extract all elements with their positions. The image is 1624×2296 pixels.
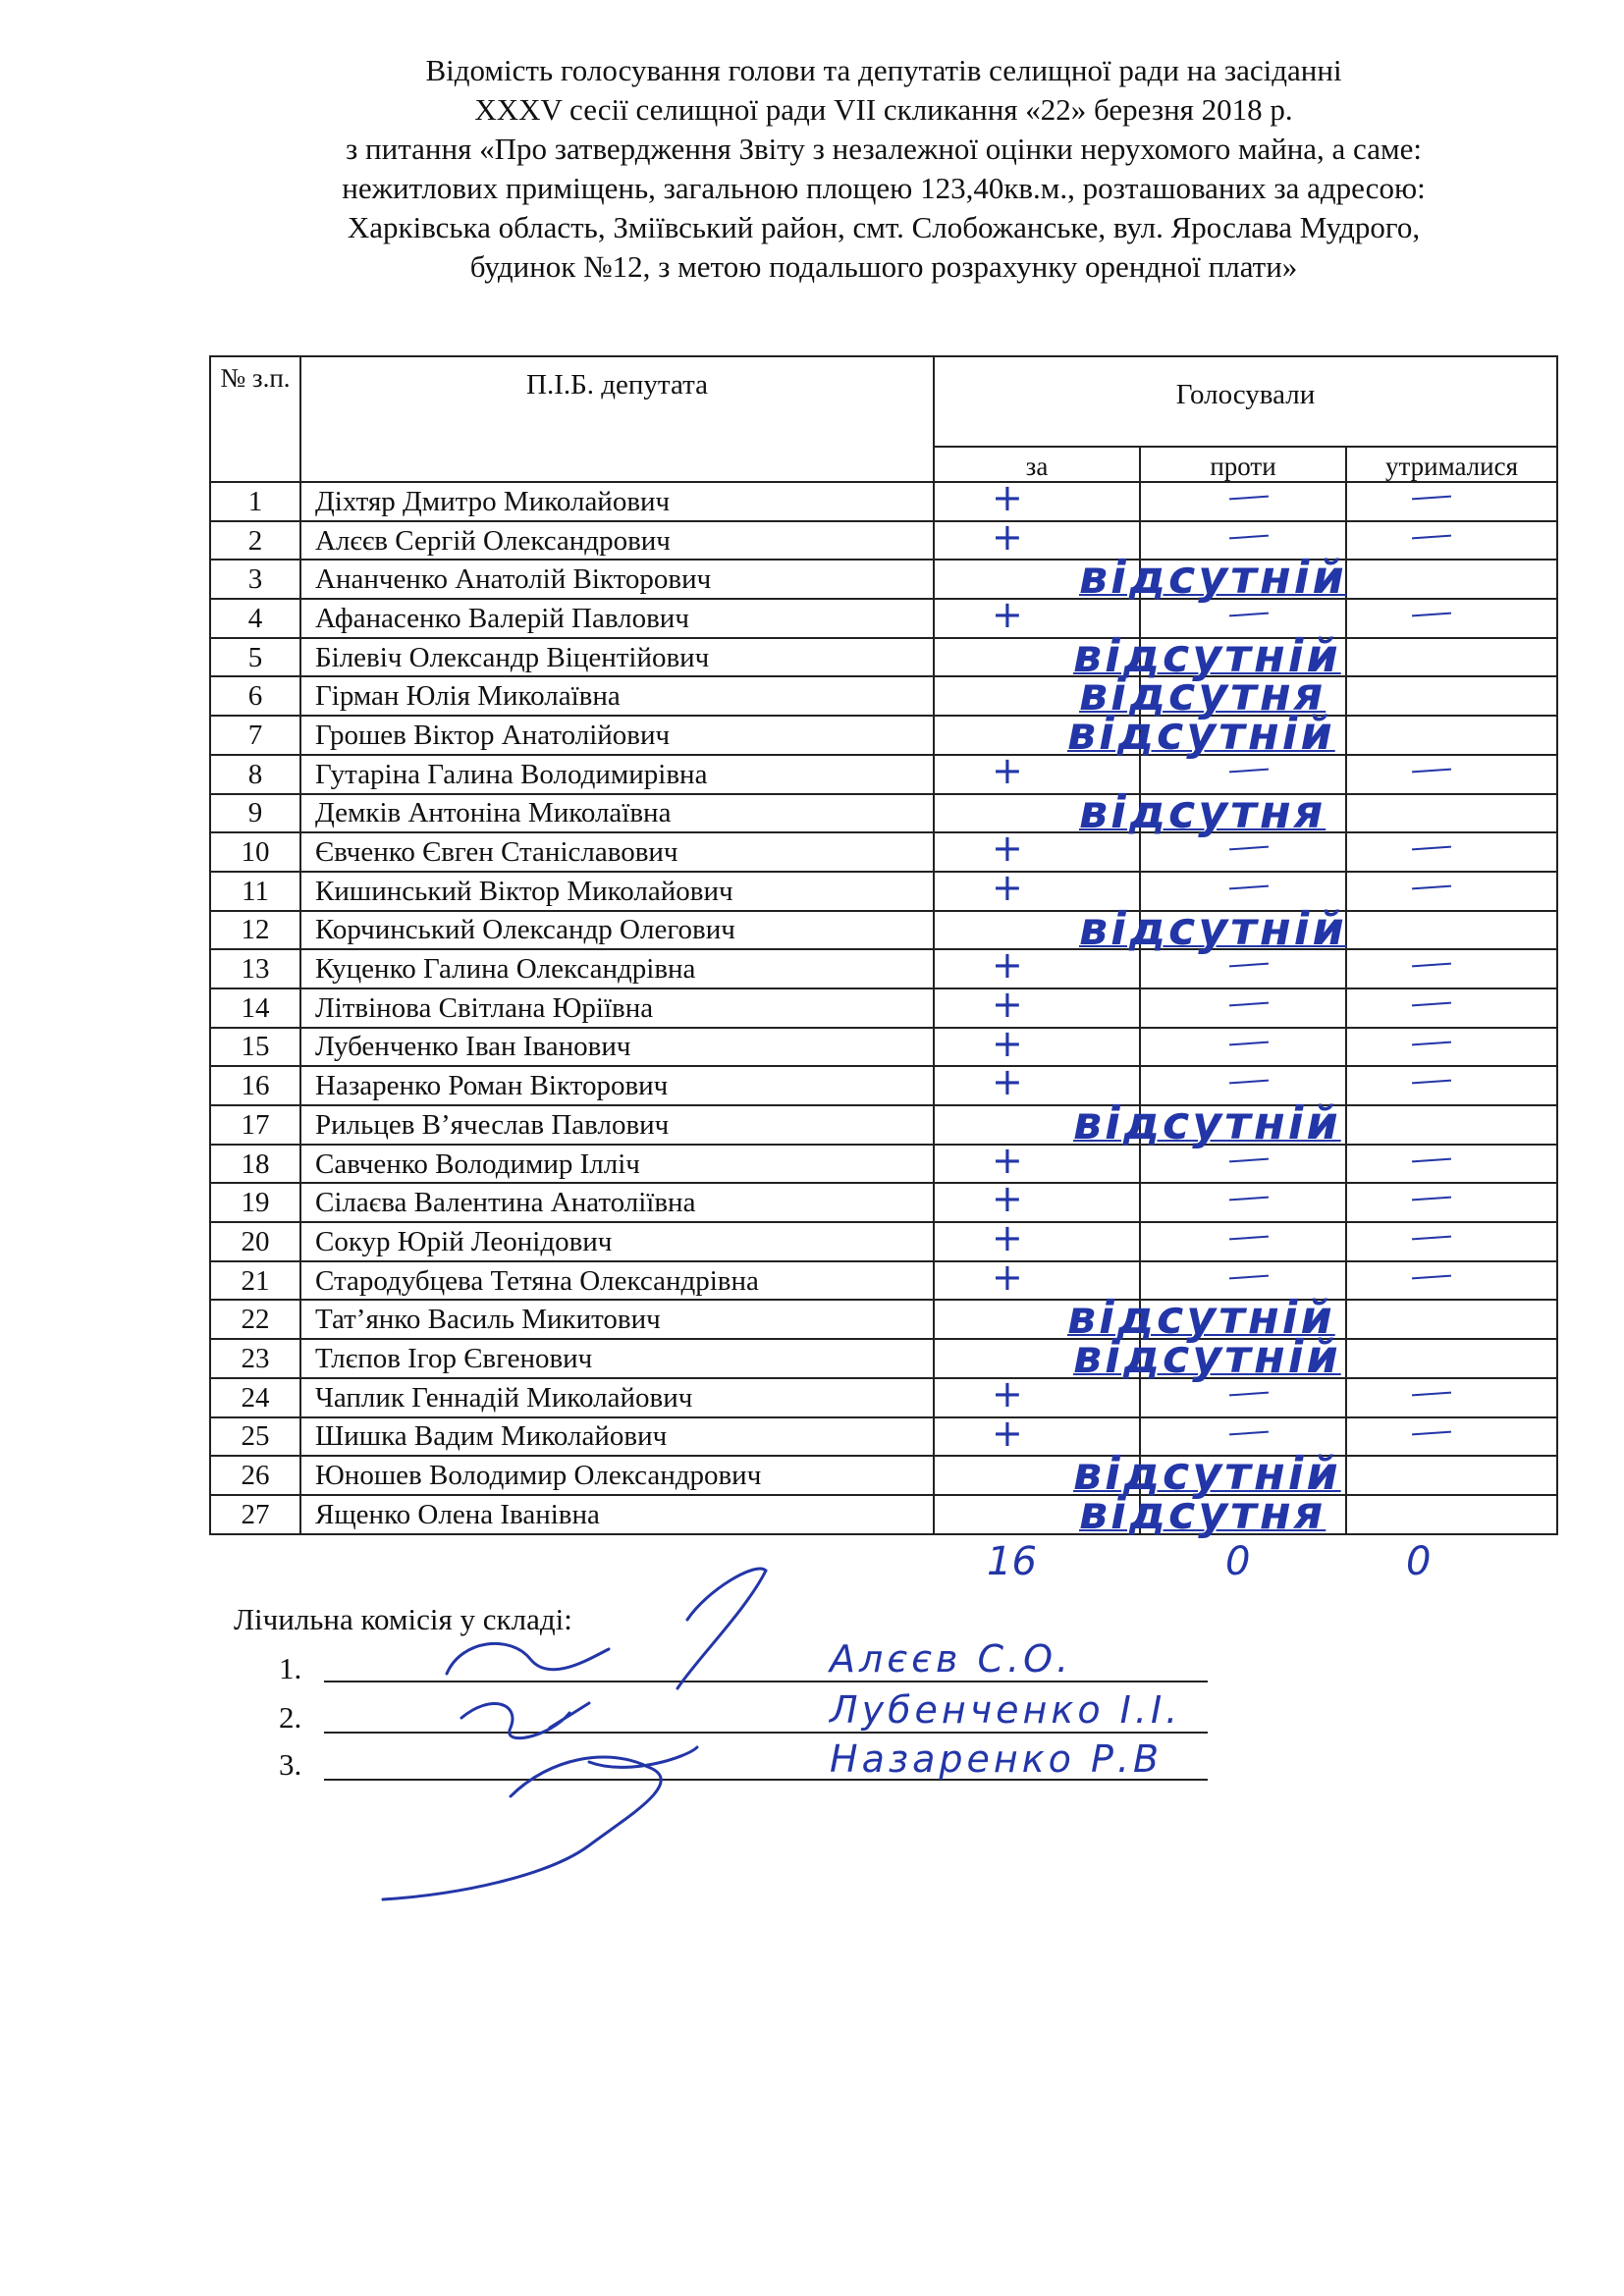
signature-3	[383, 1747, 697, 1899]
row-number: 12	[210, 911, 300, 950]
commission-number-2: 2.	[279, 1700, 302, 1735]
deputy-name: Демків Антоніна Миколаївна	[300, 794, 934, 833]
column-header-name: П.І.Б. депутата	[300, 356, 934, 482]
commission-member-2: Лубенченко І.І.	[830, 1688, 1182, 1732]
deputy-name: Літвінова Світлана Юріївна	[300, 988, 934, 1028]
deputy-name: Стародубцева Тетяна Олександрівна	[300, 1261, 934, 1301]
row-number: 27	[210, 1495, 300, 1534]
absent-mark: відсутній	[1079, 551, 1347, 605]
absent-mark: відсутній	[1067, 707, 1335, 761]
deputy-name: Шишка Вадим Миколайович	[300, 1417, 934, 1457]
row-number: 7	[210, 716, 300, 755]
row-number: 2	[210, 521, 300, 561]
deputy-name: Юношев Володимир Олександрович	[300, 1456, 934, 1495]
commission-number-1: 1.	[279, 1651, 302, 1685]
commission-member-1: Алєєв С.О.	[830, 1637, 1073, 1681]
vote-for-mark: +	[992, 827, 1023, 871]
row-number: 16	[210, 1066, 300, 1105]
deputy-name: Тлєпов Ігор Євгенович	[300, 1339, 934, 1378]
heading-line-5: Харківська область, Зміївський район, смт. Слобожанське, вул. Ярослава Мудрого,	[347, 210, 1421, 244]
column-header-voted: Голосували	[934, 356, 1557, 447]
vote-for-mark: +	[992, 1138, 1023, 1182]
deputy-name: Сокур Юрій Леонідович	[300, 1222, 934, 1261]
vote-for-mark: +	[992, 1255, 1023, 1299]
deputy-name: Кишинський Віктор Миколайович	[300, 872, 934, 911]
row-number: 1	[210, 482, 300, 521]
total-abstained: 0	[1406, 1539, 1432, 1584]
deputy-name: Алєєв Сергій Олександрович	[300, 521, 934, 561]
column-header-abstained: утрималися	[1346, 447, 1557, 482]
commission-label: Лічильна комісія у складі:	[234, 1602, 572, 1636]
vote-for-mark: +	[992, 1411, 1023, 1455]
row-number: 22	[210, 1300, 300, 1339]
deputy-name: Євченко Євген Станіславович	[300, 832, 934, 872]
total-against: 0	[1225, 1539, 1251, 1584]
vote-for-mark: +	[992, 514, 1023, 559]
absent-mark: відсутній	[1073, 1330, 1341, 1384]
deputy-name: Ященко Олена Іванівна	[300, 1495, 934, 1534]
absent-mark: відсутній	[1073, 1447, 1341, 1501]
heading-line-2: XXXV сесії селищної ради VII скликання «22» березня 2018 р.	[474, 92, 1293, 127]
row-number: 15	[210, 1028, 300, 1067]
row-number: 13	[210, 949, 300, 988]
deputy-name: Афанасенко Валерій Павлович	[300, 599, 934, 638]
row-number: 4	[210, 599, 300, 638]
deputy-name: Діхтяр Дмитро Миколайович	[300, 482, 934, 521]
row-number: 6	[210, 676, 300, 716]
row-number: 9	[210, 794, 300, 833]
vote-for-mark: +	[992, 1216, 1023, 1260]
row-number: 24	[210, 1378, 300, 1417]
row-number: 23	[210, 1339, 300, 1378]
deputy-name: Лубенченко Іван Іванович	[300, 1028, 934, 1067]
row-number: 20	[210, 1222, 300, 1261]
row-number: 8	[210, 755, 300, 794]
vote-for-mark: +	[992, 943, 1023, 988]
column-header-against: проти	[1140, 447, 1346, 482]
heading-line-4: нежитлових приміщень, загальною площею 123,40кв.м., розташованих за адресою:	[342, 171, 1426, 205]
absent-mark: відсутній	[1073, 628, 1341, 682]
deputy-name: Сілаєва Валентина Анатоліївна	[300, 1183, 934, 1222]
absent-mark: відсутній	[1079, 901, 1347, 955]
absent-mark: відсутня	[1079, 1485, 1326, 1539]
deputy-name: Білевіч Олександр Віцентійович	[300, 638, 934, 677]
vote-for-mark: +	[992, 982, 1023, 1026]
total-for: 16	[987, 1539, 1037, 1584]
row-number: 14	[210, 988, 300, 1028]
row-number: 3	[210, 560, 300, 599]
heading-line-3: з питання «Про затвердження Звіту з незалежної оцінки нерухомого майна, а саме:	[346, 132, 1422, 166]
vote-for-mark: +	[992, 865, 1023, 909]
signature-2	[461, 1703, 589, 1738]
deputy-name: Рильцев В’ячеслав Павлович	[300, 1105, 934, 1145]
heading-line-1: Відомість голосування голови та депутатів селищної ради на засіданні	[425, 53, 1342, 87]
row-number: 26	[210, 1456, 300, 1495]
deputy-name: Гутаріна Галина Володимирівна	[300, 755, 934, 794]
vote-for-mark: +	[992, 1021, 1023, 1065]
absent-mark: відсутній	[1073, 1096, 1341, 1149]
row-number: 25	[210, 1417, 300, 1457]
vote-for-mark: +	[992, 593, 1023, 637]
vote-for-mark: +	[992, 1371, 1023, 1415]
absent-mark: відсутня	[1079, 784, 1326, 838]
deputy-name: Гірман Юлія Миколаївна	[300, 676, 934, 716]
deputy-name: Савченко Володимир Ілліч	[300, 1145, 934, 1184]
vote-for-mark: +	[992, 1177, 1023, 1221]
row-number: 17	[210, 1105, 300, 1145]
vote-for-mark: +	[992, 476, 1023, 519]
deputy-name: Тат’янко Василь Микитович	[300, 1300, 934, 1339]
heading-line-6: будинок №12, з метою подальшого розрахунку орендної плати»	[469, 249, 1298, 284]
deputy-name: Назаренко Роман Вікторович	[300, 1066, 934, 1105]
row-number: 19	[210, 1183, 300, 1222]
vote-for-mark: +	[992, 748, 1023, 792]
row-number: 5	[210, 638, 300, 677]
deputy-name: Куценко Галина Олександрівна	[300, 949, 934, 988]
deputy-name: Корчинський Олександр Олегович	[300, 911, 934, 950]
commission-member-3: Назаренко Р.В	[830, 1737, 1164, 1781]
deputy-name: Грошев Віктор Анатолійович	[300, 716, 934, 755]
row-number: 11	[210, 872, 300, 911]
vote-for-mark: +	[992, 1060, 1023, 1104]
absent-mark: відсутній	[1067, 1291, 1335, 1345]
row-number: 10	[210, 832, 300, 872]
signature-1	[447, 1569, 766, 1688]
column-header-number: № з.п.	[210, 356, 300, 482]
absent-mark: відсутня	[1079, 667, 1326, 721]
column-header-for: за	[934, 447, 1140, 482]
deputy-name: Ананченко Анатолій Вікторович	[300, 560, 934, 599]
commission-number-3: 3.	[279, 1747, 302, 1782]
deputy-name: Чаплик Геннадій Миколайович	[300, 1378, 934, 1417]
row-number: 18	[210, 1145, 300, 1184]
row-number: 21	[210, 1261, 300, 1301]
